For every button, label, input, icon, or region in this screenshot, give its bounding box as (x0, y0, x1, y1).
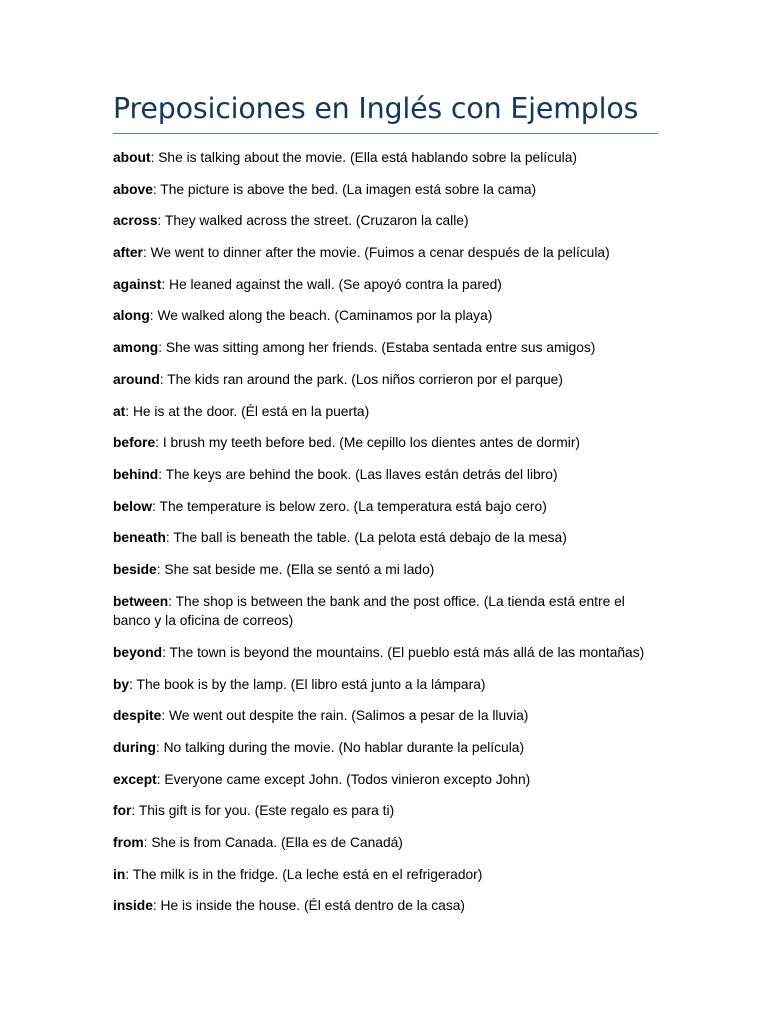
entry-separator: : (157, 213, 165, 229)
example-sentence: She is from Canada. (Ella es de Canadá) (151, 834, 403, 850)
example-sentence: We walked along the beach. (Caminamos por la playa) (157, 308, 493, 324)
preposition-word: except (113, 771, 157, 787)
preposition-entry (113, 465, 658, 485)
entry-separator: : (152, 498, 160, 514)
preposition-entry (113, 148, 658, 168)
example-sentence: This gift is for you. (Este regalo es para ti) (138, 803, 395, 819)
preposition-entry (113, 275, 658, 295)
preposition-entry (113, 675, 658, 695)
preposition-word: from (113, 834, 144, 850)
preposition-entry (113, 560, 658, 580)
preposition-entry (113, 770, 658, 790)
example-sentence: They walked across the street. (Cruzaron la calle) (164, 213, 469, 229)
entry-separator: : (162, 644, 170, 660)
example-sentence: The temperature is below zero. (La temperatura está bajo cero) (159, 498, 547, 514)
entry-separator: : (129, 676, 137, 692)
preposition-entry (113, 592, 658, 631)
entry-separator: : (158, 340, 166, 356)
example-sentence: He is at the door. (Él está en la puerta) (132, 403, 370, 419)
preposition-word: inside (113, 898, 153, 914)
example-sentence: The book is by the lamp. (El libro está junto a la lámpara) (136, 676, 486, 692)
preposition-entry (113, 402, 658, 422)
example-sentence: Everyone came except John. (Todos vinieron excepto John) (164, 771, 531, 787)
preposition-word: across (113, 213, 158, 229)
preposition-word: by (113, 676, 130, 692)
entry-separator: : (165, 530, 174, 546)
preposition-entry (113, 497, 658, 517)
example-sentence: No talking during the movie. (No hablar durante la película) (163, 739, 525, 755)
example-sentence: The keys are behind the book. (Las llaves están detrás del libro) (165, 466, 558, 482)
entry-separator: : (152, 181, 161, 197)
preposition-word: before (113, 435, 156, 451)
preposition-entry (113, 833, 658, 853)
preposition-word: for (113, 803, 132, 819)
preposition-word: beneath (113, 530, 166, 546)
preposition-word: during (113, 739, 156, 755)
preposition-entry (113, 528, 658, 548)
example-sentence: She was sitting among her friends. (Estaba sentada entre sus amigos) (165, 340, 596, 356)
preposition-word: beside (113, 561, 157, 577)
preposition-entry (113, 801, 658, 821)
entry-separator: : (158, 466, 166, 482)
preposition-word: beyond (113, 644, 163, 660)
preposition-word: along (113, 308, 150, 324)
preposition-list (113, 148, 658, 916)
entry-separator: : (156, 771, 165, 787)
entry-separator: : (152, 898, 161, 914)
page-title: Preposiciones en Inglés con Ejemplos (113, 92, 639, 125)
entry-separator: : (156, 561, 165, 577)
preposition-entry (113, 338, 658, 358)
example-sentence: She sat beside me. (Ella se sentó a mi lado) (164, 561, 435, 577)
preposition-word: above (113, 181, 153, 197)
preposition-entry (113, 643, 658, 663)
preposition-entry (113, 865, 658, 885)
entry-separator: : (149, 308, 158, 324)
example-sentence: The milk is in the fridge. (La leche está en el refrigerador) (132, 866, 483, 882)
example-sentence: He is inside the house. (Él está dentro de la casa) (160, 898, 466, 914)
preposition-word: against (113, 276, 162, 292)
example-sentence: The picture is above the bed. (La imagen está sobre la cama) (160, 181, 537, 197)
entry-separator: : (142, 245, 151, 261)
entry-separator: : (125, 403, 133, 419)
entry-separator: : (125, 866, 133, 882)
document-page (113, 92, 658, 928)
preposition-entry (113, 896, 658, 916)
preposition-word: among (113, 340, 159, 356)
example-sentence: The ball is beneath the table. (La pelota está debajo de la mesa) (173, 530, 567, 546)
entry-separator: : (161, 708, 169, 724)
entry-separator: : (131, 803, 139, 819)
preposition-entry (113, 211, 658, 231)
entry-separator: : (150, 150, 159, 165)
entry-separator: : (161, 276, 169, 292)
example-sentence: We went to dinner after the movie. (Fuimos a cenar después de la película) (150, 245, 610, 261)
example-sentence: The kids ran around the park. (Los niños corrieron por el parque) (167, 371, 563, 387)
title-divider (113, 133, 658, 134)
entry-separator: : (159, 371, 168, 387)
preposition-word: after (113, 245, 143, 261)
entry-separator: : (168, 593, 176, 609)
preposition-entry (113, 180, 658, 200)
preposition-word: behind (113, 466, 159, 482)
preposition-entry (113, 738, 658, 758)
preposition-entry (113, 306, 658, 326)
preposition-entry (113, 706, 658, 726)
example-sentence: I brush my teeth before bed. (Me cepillo los dientes antes de dormir) (162, 435, 581, 451)
preposition-entry (113, 243, 658, 263)
entry-separator: : (155, 739, 164, 755)
preposition-word: despite (113, 708, 162, 724)
preposition-word: about (113, 150, 151, 165)
entry-separator: : (155, 435, 163, 451)
entry-separator: : (143, 834, 152, 850)
preposition-word: around (113, 371, 160, 387)
preposition-word: at (113, 403, 126, 419)
preposition-entry (113, 370, 658, 390)
preposition-entry (113, 433, 658, 453)
example-sentence: The shop is between the bank and the post office. (La tienda está entre el banco y la oficina de correos) (113, 593, 625, 629)
preposition-word: between (113, 593, 169, 609)
example-sentence: She is talking about the movie. (Ella está hablando sobre la película) (158, 150, 577, 165)
example-sentence: The town is beyond the mountains. (El pueblo está más allá de las montañas) (169, 644, 645, 660)
preposition-word: below (113, 498, 153, 514)
example-sentence: We went out despite the rain. (Salimos a pesar de la lluvia) (168, 708, 529, 724)
example-sentence: He leaned against the wall. (Se apoyó contra la pared) (168, 276, 502, 292)
preposition-word: in (113, 866, 126, 882)
